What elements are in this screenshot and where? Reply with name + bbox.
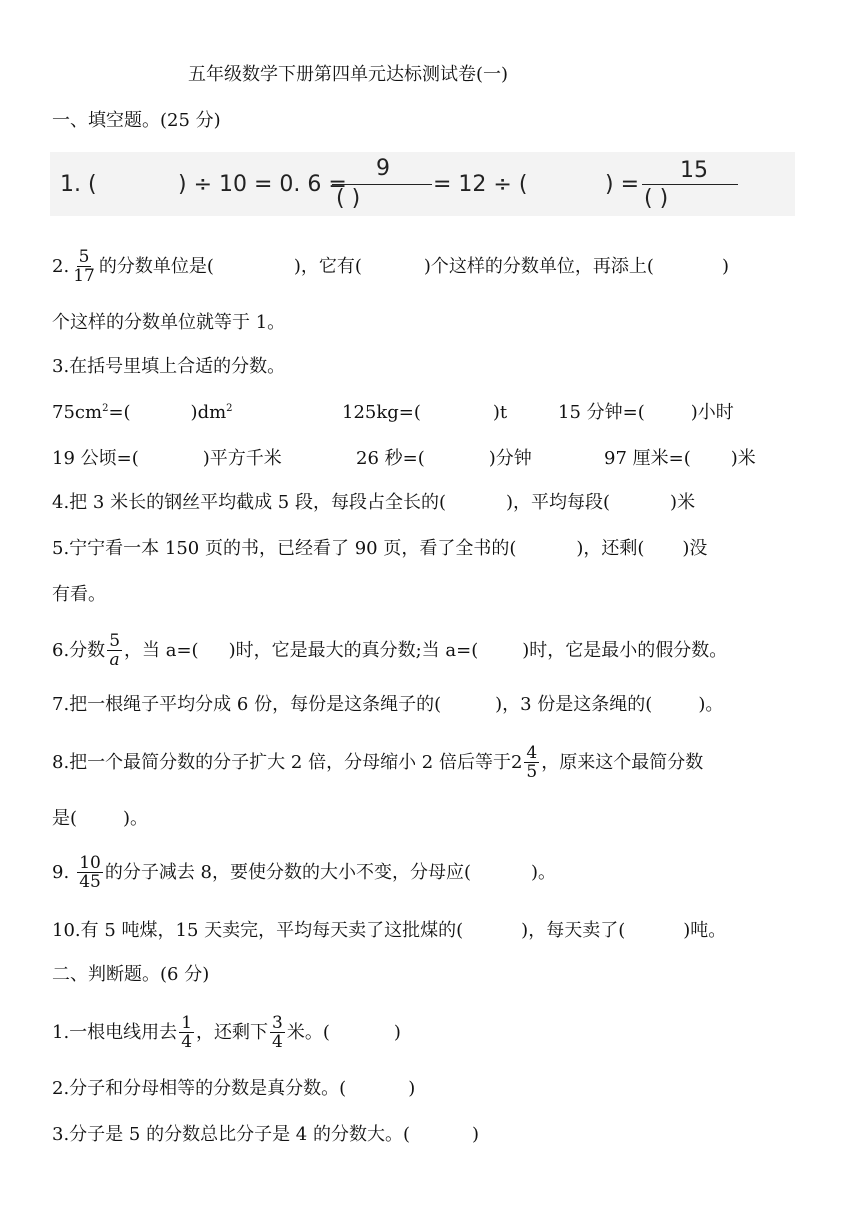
q1-frac1-numerator: 9	[376, 156, 390, 181]
q2-prefix: 2.	[52, 255, 70, 277]
question-8	[52, 744, 703, 782]
q3-r1c1-open: =(	[108, 402, 131, 423]
section-heading-true-false: 二、判断题。(6 分)	[52, 964, 210, 985]
question-9	[52, 854, 556, 892]
q3-r2c2-text: 26 秒=(	[356, 448, 425, 469]
question-2-line-2: 个这样的分数单位就等于 1。	[52, 312, 286, 333]
q6-frac-numerator: 5	[109, 631, 121, 651]
q9-text-1: 的分子减去 8，要使分数的大小不变，分母应(	[104, 861, 472, 883]
q8-fraction	[524, 744, 539, 782]
q8-text-2: ，原来这个最简分数	[541, 751, 704, 773]
q3-row-2-item-3	[604, 450, 756, 468]
q1-frac1-bar	[332, 184, 432, 185]
j2-text-2: )	[408, 1078, 416, 1099]
q9-text-2: )。	[531, 861, 557, 883]
judgement-3	[52, 1126, 479, 1144]
q7-text-3: )。	[698, 694, 724, 715]
q3-r2c3-unit: )米	[730, 448, 756, 469]
j1-text-2: ，还剩下	[196, 1021, 269, 1043]
j1-frac2-numerator: 3	[272, 1013, 283, 1033]
q2-fraction	[71, 248, 97, 286]
q1-frac2-denominator: ( )	[644, 186, 669, 211]
q9-fraction	[77, 854, 103, 892]
q3-r1c2-unit: )t	[492, 402, 508, 423]
q8-mixed-number	[511, 744, 541, 782]
q3-r2c1-text: 19 公顷=(	[52, 448, 139, 469]
q2-text-2: )，它有(	[293, 255, 362, 277]
q2-text-1: 的分数单位是(	[98, 255, 214, 277]
q2-text-3: )个这样的分数单位，再添上(	[423, 255, 654, 277]
q3-r1c3-text: 15 分钟=(	[558, 402, 645, 423]
q9-frac-denominator: 45	[79, 872, 101, 893]
q9-prefix: 9.	[52, 861, 70, 883]
q5-text-3: )没	[682, 538, 708, 559]
question-10	[52, 922, 726, 940]
q7-text-2: )，3 份是这条绳的(	[495, 694, 653, 715]
question-6	[52, 632, 727, 670]
q6-text-3: )时，它是最大的真分数;当 a=(	[228, 639, 479, 661]
q10-text-2: )，每天卖了(	[521, 920, 626, 941]
j1-fraction-1	[179, 1014, 194, 1052]
q3-row-2-item-2	[356, 450, 532, 468]
q5-text-2: )，还剩(	[576, 538, 645, 559]
q2-frac-numerator: 5	[78, 247, 90, 267]
q5-text-1: 5.宁宁看一本 150 页的书，已经看了 90 页，看了全书的(	[52, 538, 517, 559]
q3-r2c2-unit: )分钟	[488, 448, 532, 469]
q1-part-b: = 12 ÷ (	[433, 172, 528, 197]
q3-row-2-item-1	[52, 450, 282, 468]
question-7	[52, 696, 723, 714]
question-4	[52, 494, 695, 512]
j3-text-1: 3.分子是 5 的分数总比分子是 4 的分数大。(	[52, 1124, 410, 1145]
q10-text-3: )吨。	[683, 920, 727, 941]
q6-text-2: ，当 a=(	[124, 639, 199, 661]
q1-part-a: ) ÷ 10 = 0. 6 =	[178, 172, 347, 197]
q4-text-2: )，平均每段(	[506, 492, 611, 513]
q1-frac2-numerator: 15	[680, 158, 708, 183]
question-3: 3.在括号里填上合适的分数。	[52, 356, 286, 377]
q3-r1c3-unit: )小时	[690, 402, 734, 423]
q6-text-1: 6.分数	[52, 639, 106, 661]
q9-frac-numerator: 10	[79, 853, 101, 873]
q3-r1c1-unit-superscript: 2	[226, 403, 233, 414]
question-5-line-2: 有看。	[52, 584, 106, 605]
q6-text-4: )时，它是最小的假分数。	[522, 639, 728, 661]
j3-text-2: )	[472, 1124, 480, 1145]
page-title: 五年级数学下册第四单元达标测试卷(一)	[188, 64, 509, 85]
question-2	[52, 248, 729, 286]
q3-r1c1-text: 75cm	[52, 402, 103, 423]
q3-r1c1-unit: )dm	[190, 402, 227, 423]
judgement-2	[52, 1080, 415, 1098]
q1-part-c: ) =	[605, 172, 640, 197]
q4-text-3: )米	[670, 492, 696, 513]
question-8-line-2	[52, 810, 148, 828]
q7-text-1: 7.把一根绳子平均分成 6 份，每份是这条绳子的(	[52, 694, 442, 715]
j1-frac2-denominator: 4	[272, 1032, 283, 1053]
q8-line2-close: )。	[123, 808, 149, 829]
q1-label: 1. (	[60, 172, 97, 197]
q8-frac-denominator: 5	[526, 762, 538, 783]
q3-r2c1-unit: )平方千米	[202, 448, 282, 469]
q3-r1c2-text: 125kg=(	[342, 402, 421, 423]
q2-text-4: )	[721, 255, 729, 277]
q8-whole: 2	[510, 751, 523, 773]
j1-text-3: 米。(	[286, 1021, 330, 1043]
j1-fraction-2	[270, 1014, 285, 1052]
j2-text-1: 2.分子和分母相等的分数是真分数。(	[52, 1078, 347, 1099]
j1-frac1-denominator: 4	[181, 1032, 193, 1053]
j1-text-1: 1.一根电线用去	[52, 1021, 178, 1043]
judgement-1	[52, 1014, 401, 1052]
q8-text-1: 8.把一个最简分数的分子扩大 2 倍，分母缩小 2 倍后等于	[52, 751, 511, 773]
q6-frac-denominator: a	[109, 650, 120, 671]
q3-row-1-item-1	[52, 404, 233, 422]
question-1-equation	[50, 152, 795, 216]
q2-frac-denominator: 17	[73, 266, 95, 287]
q8-frac-numerator: 4	[526, 743, 538, 763]
q1-frac1-denominator: ( )	[336, 186, 361, 211]
question-5	[52, 540, 707, 558]
q10-text-1: 10.有 5 吨煤，15 天卖完，平均每天卖了这批煤的(	[52, 920, 464, 941]
section-heading-fill-in: 一、填空题。(25 分)	[52, 110, 221, 131]
q4-text-1: 4.把 3 米长的钢丝平均截成 5 段，每段占全长的(	[52, 492, 446, 513]
q8-line2-open: 是(	[52, 808, 78, 829]
q6-fraction	[107, 632, 122, 670]
q3-row-1-item-2	[342, 404, 507, 422]
q3-r2c3-text: 97 厘米=(	[604, 448, 691, 469]
q1-frac2-bar	[642, 184, 738, 185]
j1-frac1-numerator: 1	[181, 1013, 193, 1033]
j1-text-4: )	[393, 1021, 401, 1043]
q3-row-1-item-3	[558, 404, 734, 422]
q3-r1c1-superscript: 2	[102, 403, 109, 414]
